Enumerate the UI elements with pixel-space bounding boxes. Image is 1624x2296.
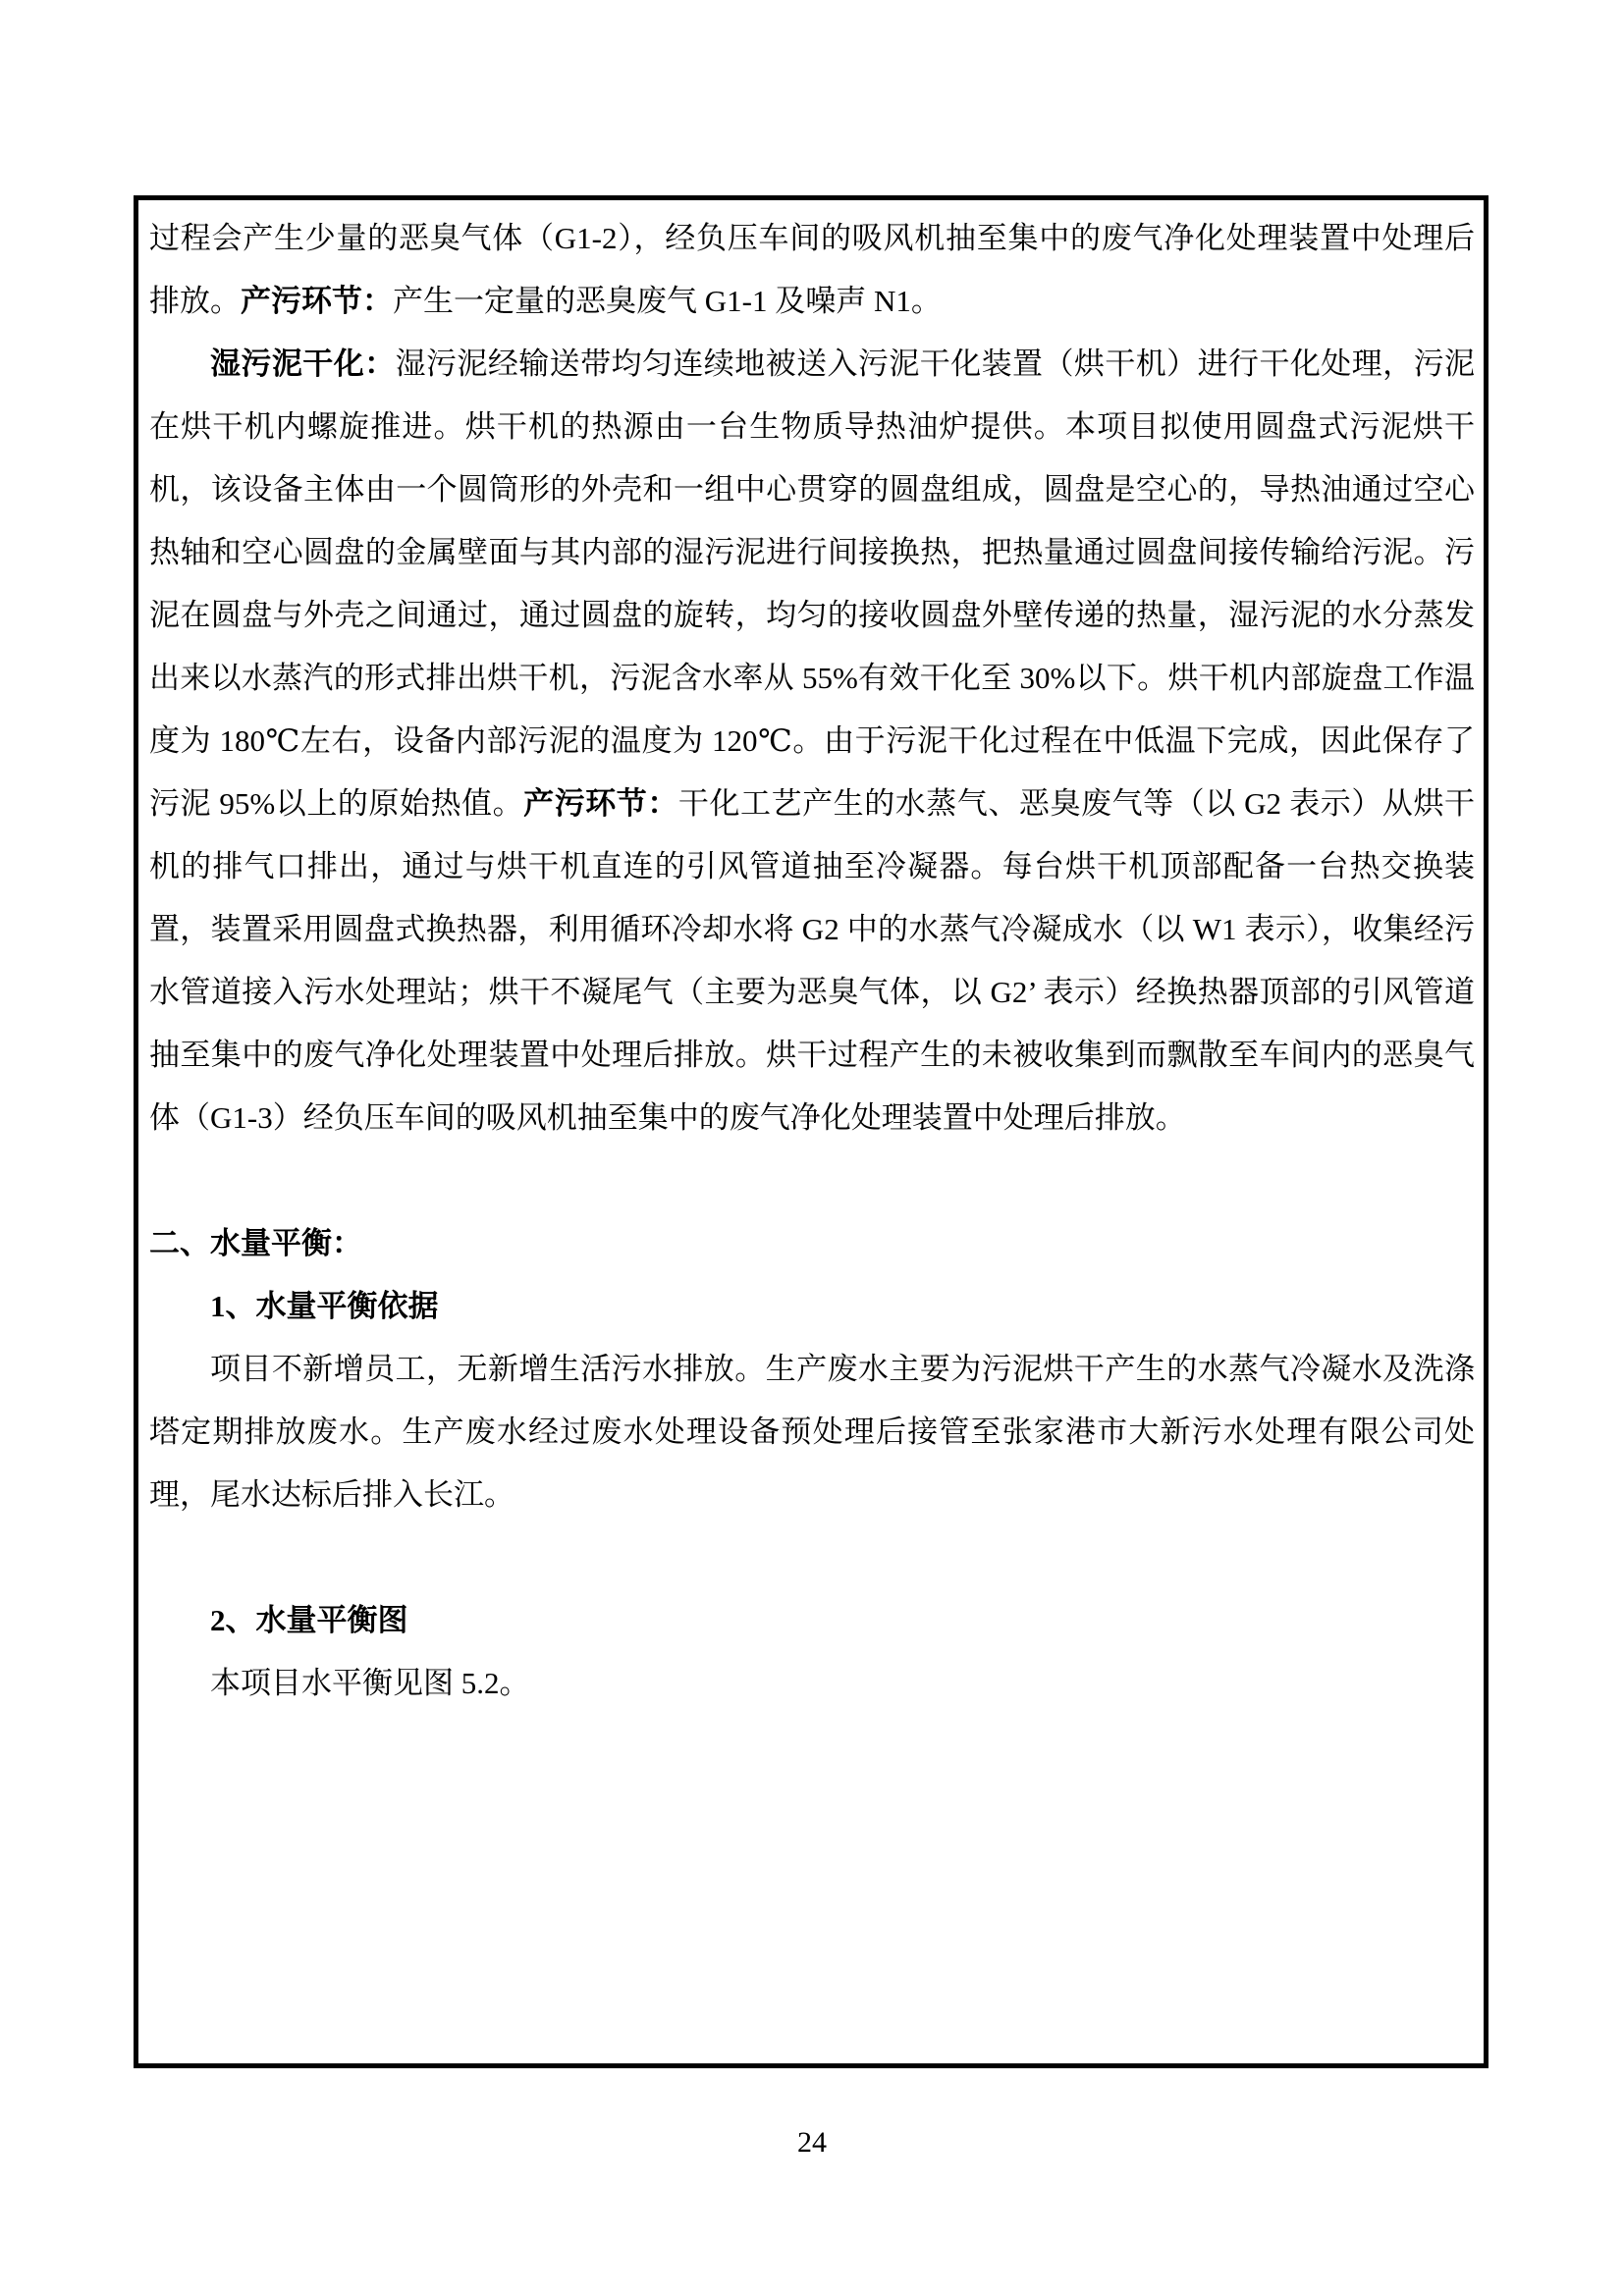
text-run: 产生一定量的恶臭废气 G1-1 及噪声 N1。 [393,284,942,318]
paragraph-water-balance-basis: 项目不新增员工，无新增生活污水排放。生产废水主要为污泥烘干产生的水蒸气冷凝水及洗涤塔定期排放废水。生产废水经过废水处理设备预处理后接管至张家港市大新污水处理有限公司处理，尾水达标后排入长江。 [149,1352,1475,1512]
bold-label-pollution-stage: 产污环节： [241,284,393,318]
paragraph-wet-sludge-drying [149,333,1475,1149]
bold-label-wet-sludge-drying: 湿污泥干化： [210,347,396,381]
subheading-water-balance-diagram: 2、水量平衡图 [210,1603,408,1637]
text-run: 过程会产生少量的恶臭气体（G1-2），经负压车间的吸风机抽至集中的废气净化处理装置中处理后排放。 [149,221,1475,318]
paragraph-odor-gas-treatment [149,207,1475,333]
content-frame [134,195,1489,2068]
subheading-water-balance-basis: 1、水量平衡依据 [210,1289,439,1323]
section-heading-water-balance: 二、水量平衡： [149,1226,362,1260]
text-run: 湿污泥经输送带均匀连续地被送入污泥干化装置（烘干机）进行干化处理，污泥在烘干机内螺旋推进。烘干机的热源由一台生物质导热油炉提供。本项目拟使用圆盘式污泥烘干机，该设备主体由一个圆筒形的外壳和一组中心贯穿的圆盘组成，圆盘是空心的，导热油通过空心热轴和空心圆盘的金属壁面与其内部的湿污泥进行间接换热，把热量通过圆盘间接传输给污泥。污泥在圆盘与外壳之间通过，通过圆盘的旋转，均匀的接收圆盘外壁传递的热量，湿污泥的水分蒸发出来以水蒸汽的形式排出烘干机，污泥含水率从 55%有效干化至 30%以下。烘干机内部旋盘工作温度为 180℃左右，设备内部污泥的温度为 120℃。由于污泥干化过程在中低温下完成，因此保存了污泥 95%以上的原始热值。 [149,347,1476,821]
bold-label-pollution-stage: 产污环节： [523,786,678,821]
page-number: 24 [797,2126,827,2159]
text-run: 干化工艺产生的水蒸气、恶臭废气等（以 G2 表示）从烘干机的排气口排出，通过与烘干机直连的引风管道抽至冷凝器。每台烘干机顶部配备一台热交换装置，装置采用圆盘式换热器，利用循环冷却水将 G2 中的水蒸气冷凝成水（以 W1 表示），收集经污水管道接入污水处理站；烘干不凝尾气（主要为恶臭气体，以 G2’ 表示）经换热器顶部的引风管道抽至集中的废气净化处理装置中处理后排放。烘干过程产生的未被收集到而飘散至车间内的恶臭气体（G1-3）经负压车间的吸风机抽至集中的废气净化处理装置中处理后排放。 [149,786,1476,1135]
paragraph-water-balance-diagram: 本项目水平衡见图 5.2。 [210,1666,530,1700]
